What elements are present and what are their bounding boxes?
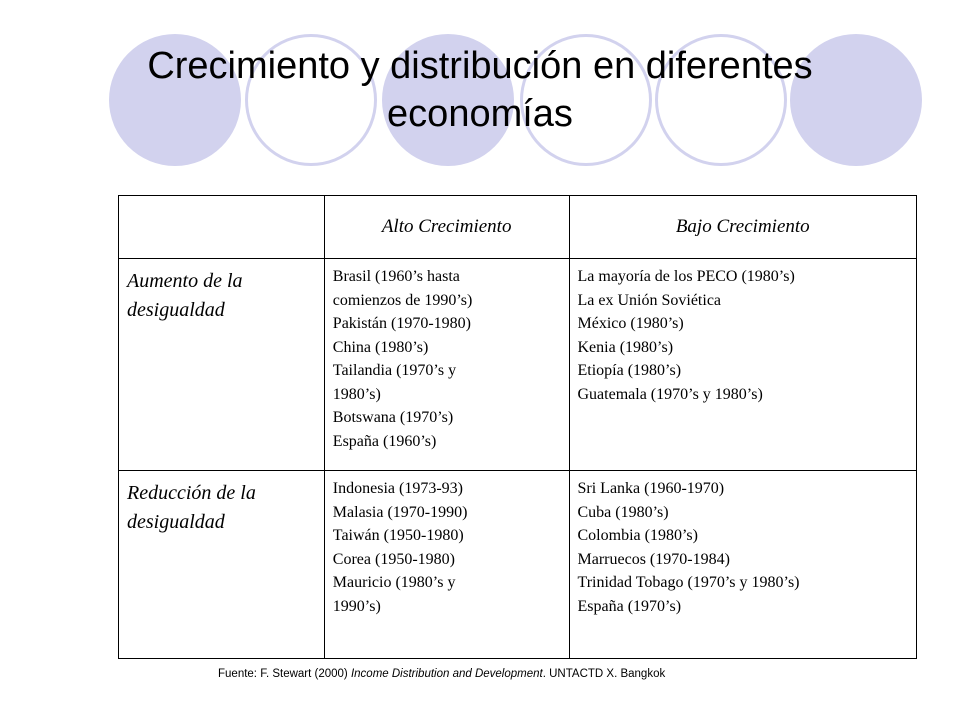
slide-title-line-2: economías	[387, 93, 573, 135]
list-item: Tailandia (1970’s y	[332, 362, 457, 379]
list-item: España (1960’s)	[332, 432, 437, 450]
list-item: Sri Lanka (1960-1970)	[577, 480, 725, 497]
list-item: Cuba (1980’s)	[577, 503, 669, 521]
cell-aumento-alto	[324, 259, 569, 471]
list-item: comienzos de 1990’s)	[332, 291, 473, 309]
cell-reduccion-alto	[324, 471, 569, 659]
list-item: 1980’s)	[332, 385, 381, 403]
list-item: La ex Unión Soviética	[577, 291, 722, 309]
row-label-line: desigualdad	[127, 299, 225, 321]
slide-title	[60, 42, 900, 138]
row-label-line: Reducción de la	[127, 482, 256, 504]
list-item: Brasil (1960’s hasta	[332, 268, 460, 285]
table-row	[119, 259, 917, 471]
row-label-aumento	[119, 259, 325, 471]
list-item: Malasia (1970-1990)	[332, 503, 468, 521]
list-item: Colombia (1980’s)	[577, 527, 698, 544]
list-item: La mayoría de los PECO (1980’s)	[577, 268, 795, 285]
cell-aumento-bajo	[569, 259, 917, 471]
source-work-title: Income Distribution and Development	[350, 668, 543, 680]
list-item: Mauricio (1980’s y	[332, 574, 456, 591]
row-label-reduccion	[119, 471, 325, 659]
list-item: Kenia (1980’s)	[577, 338, 674, 356]
list-item: 1990’s)	[332, 597, 381, 615]
list-item: México (1980’s)	[577, 315, 684, 332]
list-item: Trinidad Tobago (1970’s y 1980’s)	[577, 574, 800, 591]
list-item: China (1980’s)	[332, 338, 429, 356]
source-citation	[218, 668, 665, 680]
list-item: Etiopía (1980’s)	[577, 362, 682, 379]
list-item: Taiwán (1950-1980)	[332, 527, 464, 544]
list-item: Botswana (1970’s)	[332, 409, 454, 426]
table-row	[119, 471, 917, 659]
row-label-line: desigualdad	[127, 511, 225, 533]
list-item: Pakistán (1970-1980)	[332, 315, 471, 332]
growth-distribution-table	[118, 195, 917, 659]
list-item: Corea (1950-1980)	[332, 550, 455, 568]
row-label-line: Aumento de la	[127, 270, 243, 292]
source-suffix: . UNTACTD X. Bangkok	[542, 668, 666, 680]
slide-title-line-1: Crecimiento y distribución en diferentes	[147, 45, 813, 87]
table-header-row	[119, 196, 917, 259]
header-bajo-crecimiento: Bajo Crecimiento	[569, 196, 917, 259]
list-item: España (1970’s)	[577, 597, 682, 615]
header-alto-crecimiento: Alto Crecimiento	[324, 196, 569, 259]
cell-reduccion-bajo	[569, 471, 917, 659]
list-item: Guatemala (1970’s y 1980’s)	[577, 385, 763, 403]
list-item: Indonesia (1973-93)	[332, 480, 463, 497]
source-prefix: Fuente: F. Stewart (2000)	[218, 668, 351, 680]
header-empty-cell	[119, 196, 325, 259]
list-item: Marruecos (1970-1984)	[577, 550, 730, 568]
